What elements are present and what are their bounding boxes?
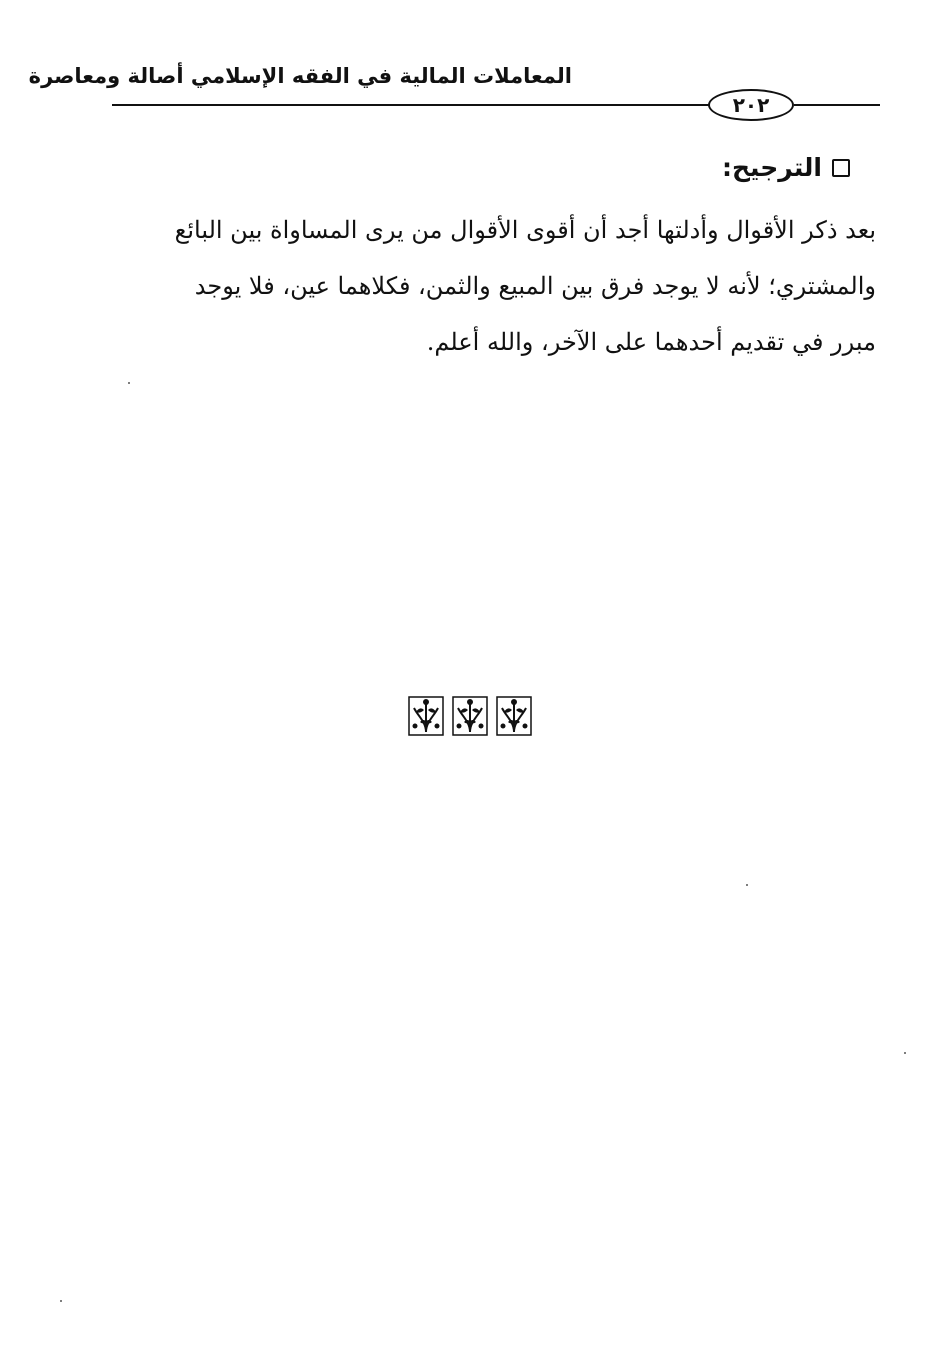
- running-header-title: المعاملات المالية في الفقه الإسلامي أصالة ومعاصرة: [28, 64, 572, 88]
- paragraph-line: بعد ذكر الأقوال وأدلتها أجد أن أقوى الأقوال من يرى المساواة بين البائع: [174, 216, 876, 244]
- scan-speck: [746, 884, 748, 886]
- section-end-ornament: [408, 696, 532, 736]
- scan-speck: [128, 382, 130, 384]
- floral-ornament-icon: [452, 696, 488, 736]
- paragraph-line: والمشتري؛ لأنه لا يوجد فرق بين المبيع والثمن، فكلاهما عين، فلا يوجد: [194, 272, 876, 300]
- header-rule-left: [112, 104, 710, 106]
- floral-ornament-icon: [408, 696, 444, 736]
- paragraph-line: مبرر في تقديم أحدهما على الآخر، والله أعلم.: [426, 328, 876, 356]
- page-number: ٢٠٢: [708, 89, 794, 121]
- floral-ornament-icon: [496, 696, 532, 736]
- checkbox-icon: [832, 159, 850, 177]
- header-rule-right: [794, 104, 880, 106]
- section-heading: [722, 148, 850, 188]
- body-paragraph: [110, 202, 876, 370]
- scan-speck: [60, 1300, 62, 1302]
- scan-speck: [904, 1052, 906, 1054]
- section-heading-text: الترجيح:: [722, 153, 822, 182]
